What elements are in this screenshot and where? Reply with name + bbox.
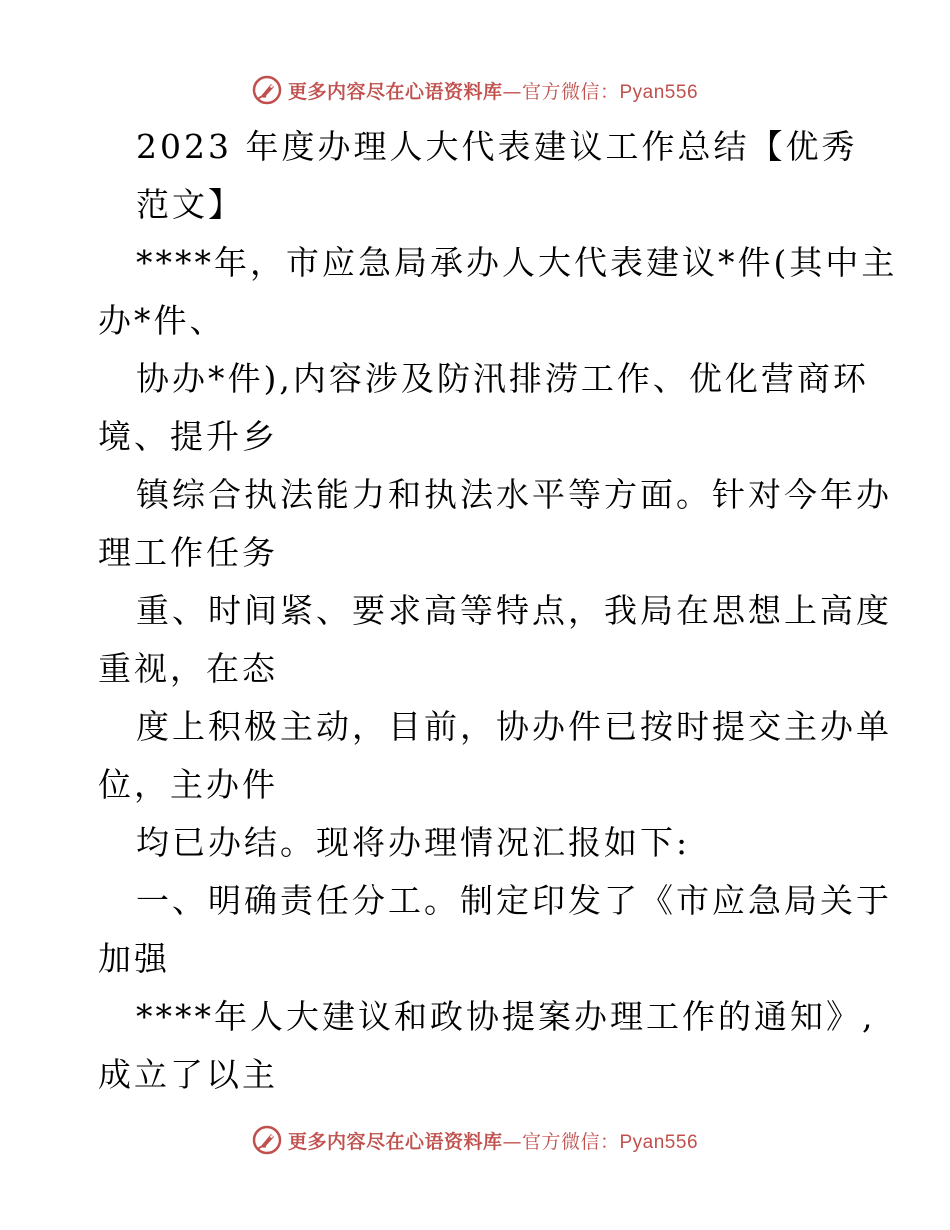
- text-line: ****年，市应急局承办人大代表建议*件(其中主: [136, 243, 898, 282]
- header-watermark: [0, 70, 950, 110]
- watermark-sub: 官方微信：: [521, 80, 620, 103]
- watermark-sub: 官方微信：: [521, 1130, 620, 1153]
- watermark-main: 更多内容尽在心语资料库: [287, 1130, 503, 1153]
- pen-nib-logo-icon: [252, 1125, 282, 1155]
- watermark-text: [288, 77, 698, 104]
- text-line: 境、提升乡: [98, 417, 278, 456]
- watermark-text: [288, 1127, 698, 1154]
- text-line: 重视，在态: [98, 649, 278, 688]
- footer-watermark: [0, 1120, 950, 1160]
- pen-nib-logo-icon: [252, 75, 282, 105]
- watermark-main: 更多内容尽在心语资料库: [287, 80, 503, 103]
- text-line: 成立了以主: [98, 1055, 278, 1094]
- text-line: 度上积极主动，目前，协办件已按时提交主办单: [136, 707, 892, 746]
- text-line: ****年人大建议和政协提案办理工作的通知》,: [136, 997, 876, 1036]
- text-line: 协办*件),内容涉及防汛排涝工作、优化营商环: [136, 359, 869, 398]
- text-line: 2023 年度办理人大代表建议工作总结【优秀: [136, 127, 858, 166]
- text-line: 均已办结。现将办理情况汇报如下:: [136, 823, 691, 862]
- watermark-id: Pyan556: [619, 81, 699, 103]
- text-line: 镇综合执法能力和执法水平等方面。针对今年办: [136, 475, 892, 514]
- watermark-separator: —: [502, 1130, 522, 1153]
- text-line: 位，主办件: [98, 765, 278, 804]
- text-line: 加强: [98, 939, 170, 978]
- text-line: 理工作任务: [98, 533, 278, 572]
- text-line: 一、明确责任分工。制定印发了《市应急局关于: [136, 881, 892, 920]
- text-line: 办*件、: [98, 301, 226, 340]
- watermark-separator: —: [502, 80, 522, 103]
- watermark-id: Pyan556: [619, 1131, 699, 1153]
- text-line: 范文】: [136, 185, 244, 224]
- text-line: 重、时间紧、要求高等特点，我局在思想上高度: [136, 591, 892, 630]
